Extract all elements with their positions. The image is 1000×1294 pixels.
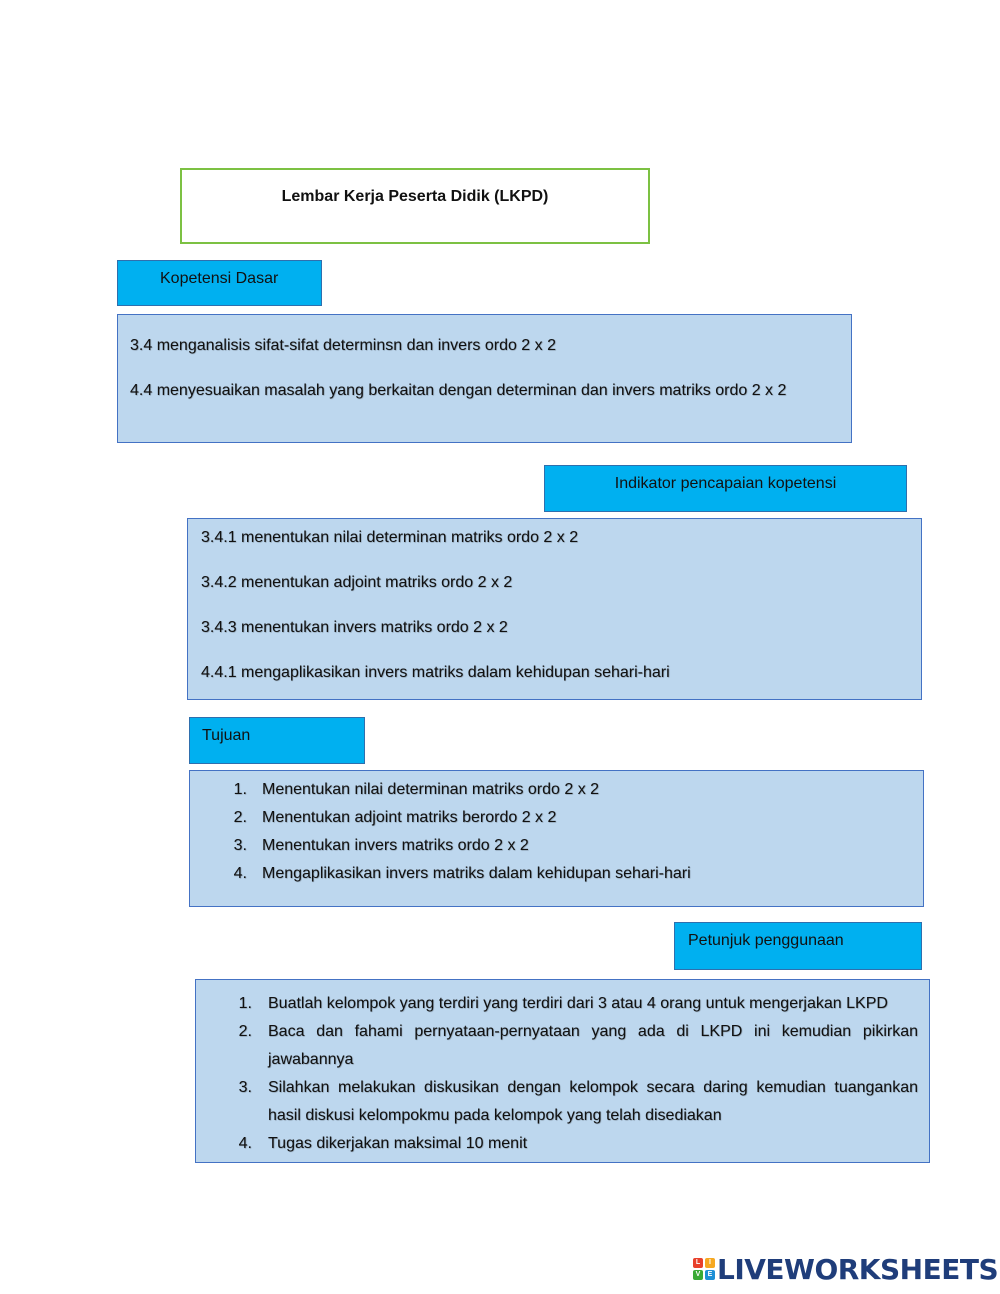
petunjuk-item bbox=[196, 1074, 931, 1130]
indikator-item: 3.4.2 menentukan adjoint matriks ordo 2 x 2 bbox=[201, 574, 513, 591]
list-number: 1. bbox=[233, 781, 247, 798]
list-number: 4. bbox=[238, 1135, 252, 1152]
kompetensi-dasar-header bbox=[117, 260, 322, 306]
list-number: 1. bbox=[238, 995, 252, 1012]
petunjuk-item-text: Baca dan fahami pernyataan-pernyataan yang ada di LKPD ini kemudian pikirkan jawabannya bbox=[268, 1023, 918, 1068]
kompetensi-dasar-box bbox=[117, 314, 852, 443]
list-number: 2. bbox=[233, 809, 247, 826]
kompetensi-dasar-header-label: Kopetensi Dasar bbox=[160, 270, 279, 287]
kompetensi-item: 4.4 menyesuaikan masalah yang berkaitan dengan determinan dan invers matriks ordo 2 x 2 bbox=[130, 382, 787, 399]
petunjuk-header-label: Petunjuk penggunaan bbox=[688, 932, 844, 949]
petunjuk-item-text: Tugas dikerjakan maksimal 10 menit bbox=[268, 1135, 528, 1152]
tujuan-item bbox=[190, 809, 890, 837]
title-box bbox=[180, 168, 650, 244]
indikator-box bbox=[187, 518, 922, 700]
list-number: 4. bbox=[233, 865, 247, 882]
tujuan-item-text: Menentukan nilai determinan matriks ordo 2 x 2 bbox=[262, 781, 600, 798]
petunjuk-item bbox=[196, 990, 931, 1018]
liveworksheets-logo[interactable] bbox=[693, 1252, 999, 1288]
tujuan-item-text: Mengaplikasikan invers matriks dalam kehidupan sehari-hari bbox=[262, 865, 691, 882]
page-title: Lembar Kerja Peserta Didik (LKPD) bbox=[281, 188, 549, 205]
tujuan-item-text: Menentukan adjoint matriks berordo 2 x 2 bbox=[262, 809, 557, 826]
logo-mark-icon: L I V E bbox=[693, 1258, 715, 1280]
petunjuk-item-text: Buatlah kelompok yang terdiri yang terdiri dari 3 atau 4 orang untuk mengerjakan LKPD bbox=[268, 995, 888, 1012]
tujuan-item-text: Menentukan invers matriks ordo 2 x 2 bbox=[262, 837, 529, 854]
indikator-item: 4.4.1 mengaplikasikan invers matriks dalam kehidupan sehari-hari bbox=[201, 664, 670, 681]
tujuan-header-label: Tujuan bbox=[202, 727, 251, 744]
list-number: 3. bbox=[238, 1079, 252, 1096]
tujuan-box bbox=[189, 770, 924, 907]
tujuan-item bbox=[190, 837, 890, 865]
list-number: 2. bbox=[238, 1023, 252, 1040]
indikator-item: 3.4.1 menentukan nilai determinan matriks ordo 2 x 2 bbox=[201, 529, 579, 546]
logo-text: LIVEWORKSHEETS bbox=[717, 1253, 999, 1286]
tujuan-header bbox=[189, 717, 365, 764]
tujuan-item bbox=[190, 781, 890, 809]
petunjuk-item-text: Silahkan melakukan diskusikan dengan kelompok secara daring kemudian tuangankan hasil diskusi kelompokmu pada kelompok yang telah disediakan bbox=[268, 1079, 918, 1124]
petunjuk-header bbox=[674, 922, 922, 970]
petunjuk-box bbox=[195, 979, 930, 1163]
petunjuk-item bbox=[196, 1018, 931, 1074]
kompetensi-item: 3.4 menganalisis sifat-sifat determinsn dan invers ordo 2 x 2 bbox=[130, 337, 556, 354]
petunjuk-item bbox=[196, 1130, 931, 1158]
indikator-header bbox=[544, 465, 907, 512]
indikator-header-label: Indikator pencapaian kopetensi bbox=[614, 475, 837, 492]
list-number: 3. bbox=[233, 837, 247, 854]
indikator-item: 3.4.3 menentukan invers matriks ordo 2 x 2 bbox=[201, 619, 508, 636]
tujuan-item bbox=[190, 865, 890, 893]
